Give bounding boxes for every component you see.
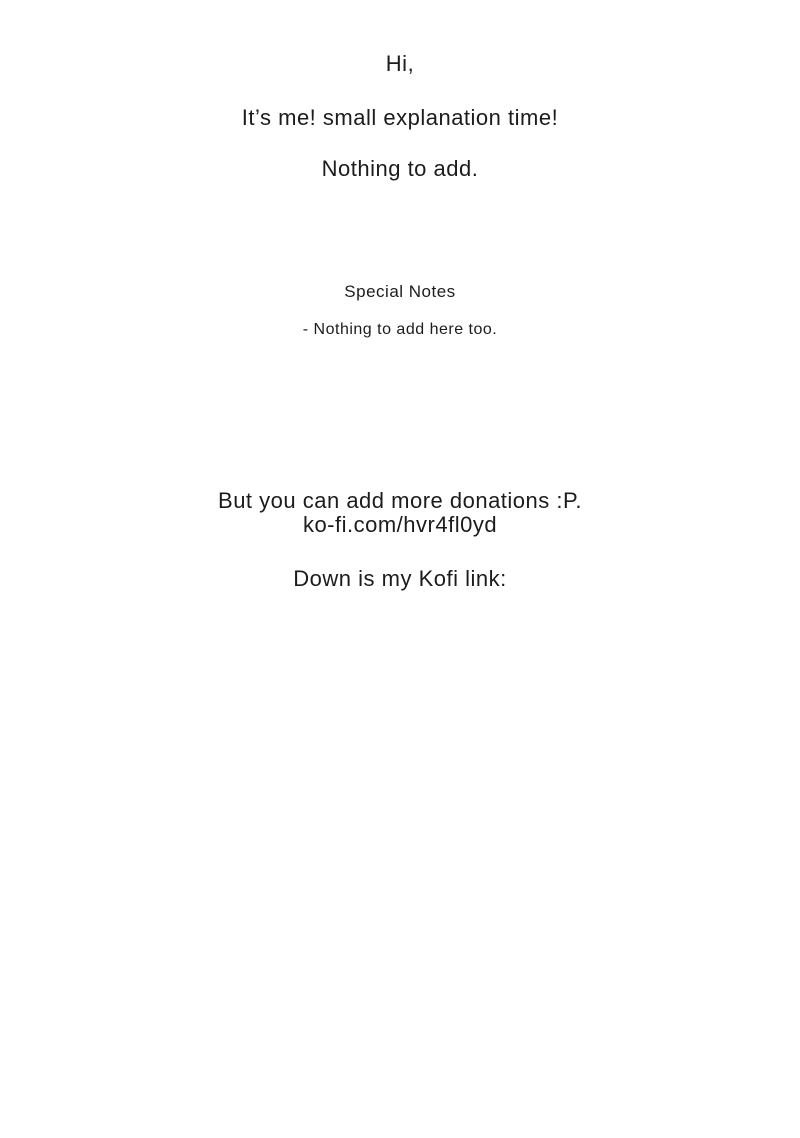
greeting-text: Hi, bbox=[385, 51, 415, 76]
donation-line-2: Down is my Kofi link: bbox=[293, 566, 507, 591]
intro-text: It’s me! small explanation time! bbox=[241, 105, 559, 130]
donation-line-1: But you can add more donations :P. bbox=[218, 488, 582, 513]
special-notes-title: Special Notes bbox=[344, 282, 456, 301]
donation-paragraph bbox=[0, 436, 800, 644]
body-text: Nothing to add. bbox=[321, 156, 479, 181]
special-notes-item: - Nothing to add here too. bbox=[302, 321, 498, 338]
kofi-link-text: ko-fi.com/hvr4fl0yd bbox=[302, 512, 498, 537]
